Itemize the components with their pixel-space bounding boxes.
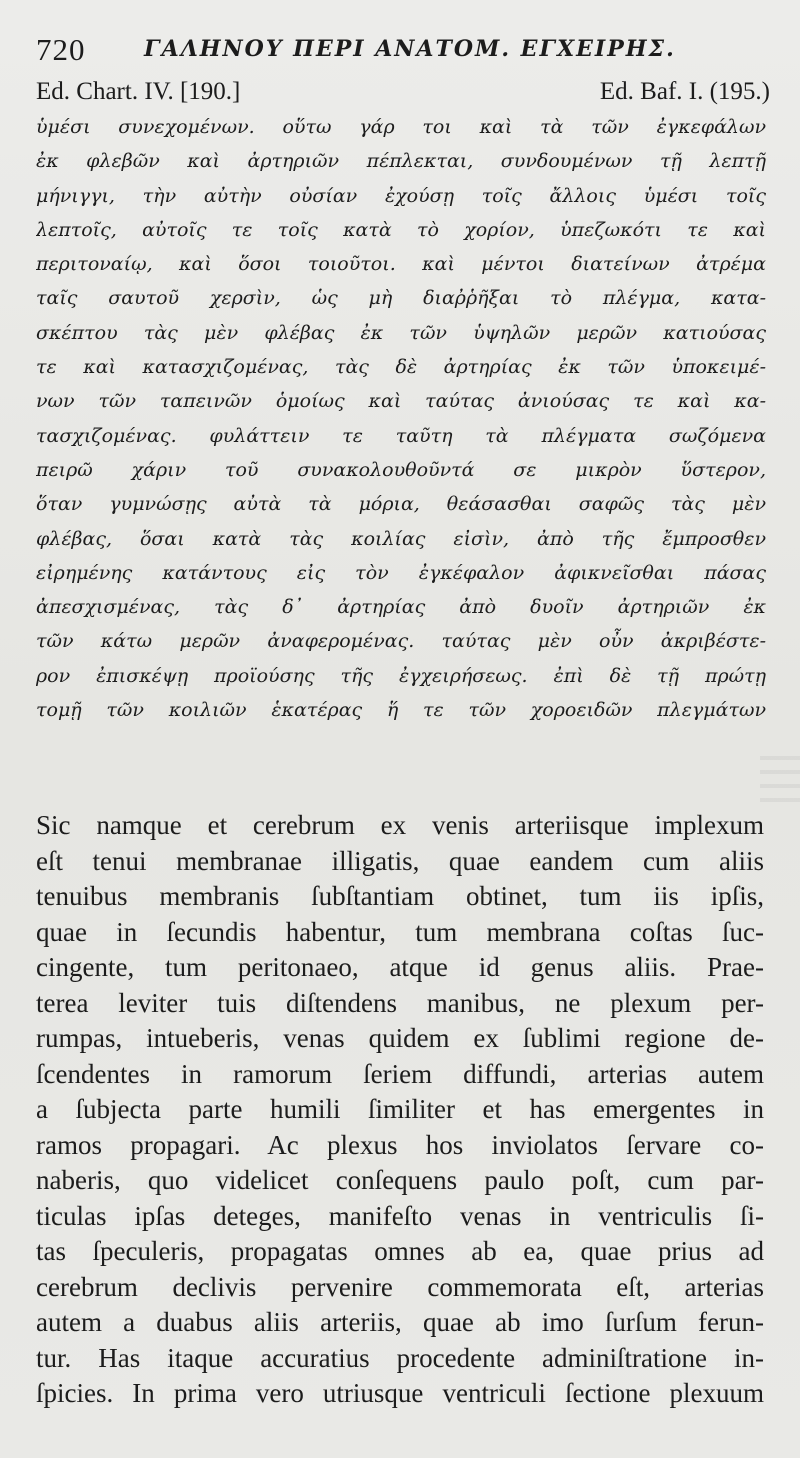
running-head <box>36 28 770 68</box>
latin-line: a ſubjecta parte humili ſimiliter et has emergentes in <box>36 1094 764 1124</box>
latin-line: cingente, tum peritonaeo, atque id genus aliis. Prae- <box>36 952 764 982</box>
greek-line: ὅταν γυμνώσῃς αὐτὰ τὰ μόρια, θεάσασθαι σαφῶς τὰς μὲν <box>36 493 766 516</box>
latin-line: ramos propagari. Ac plexus hos inviolatos ſervare co- <box>36 1129 764 1160</box>
latin-line: Sic namque et cerebrum ex venis arteriisque implexum <box>36 810 764 840</box>
latin-line: quae in ſecundis habentur, tum membrana coſtas ſuc- <box>36 916 764 947</box>
greek-line: ὑμέσι συνεχομένων. οὕτω γάρ τοι καὶ τὰ τῶν ἐγκεφάλων <box>36 116 766 138</box>
latin-line: tenuibus membranis ſubſtantiam obtinet, tum iis ipſis, <box>36 881 764 911</box>
latin-line: cerebrum declivis pervenire commemorata eſt, arterias <box>36 1271 764 1302</box>
latin-line: autem a duabus aliis arteriis, quae ab imo ſurſum ferun- <box>36 1307 764 1337</box>
latin-line: ſcendentes in ramorum ſeriem diffundi, arterias autem <box>36 1058 764 1089</box>
latin-line: ticulas ipſas deteges, manifeſto venas in ventriculis ſi- <box>36 1200 764 1231</box>
latin-line: tur. Has itaque accuratius procedente adminiſtratione in- <box>36 1342 764 1373</box>
greek-line: εἰρημένης κατάντους εἰς τὸν ἐγκέφαλον ἀφικνεῖσθαι πάσας <box>36 561 766 584</box>
greek-line: νων τῶν ταπεινῶν ὁμοίως καὶ ταύτας ἀνιούσας τε καὶ κα- <box>36 390 766 413</box>
latin-line: naberis, quo videlicet conſequens paulo poſt, cum par- <box>36 1165 764 1195</box>
latin-line: ſpicies. In prima vero utriusque ventriculi ſectione plexuum <box>36 1378 764 1408</box>
greek-line: μήνιγγι, τὴν αὐτὴν οὐσίαν ἐχούσῃ τοῖς ἄλλοις ὑμέσι τοῖς <box>36 184 766 207</box>
greek-line: ρον ἐπισκέψῃ προϊούσης τῆς ἐγχειρήσεως. ἐπὶ δὲ τῇ πρώτῃ <box>36 664 766 687</box>
greek-line: ἀπεσχισμένας, τὰς δ᾽ ἀρτηρίας ἀπὸ δυοῖν ἀρτηριῶν ἐκ <box>36 596 766 619</box>
greek-line: τομῇ τῶν κοιλιῶν ἑκατέρας ἥ τε τῶν χοροειδῶν πλεγμάτων <box>36 699 766 722</box>
bleed-through-shadow <box>760 746 800 806</box>
latin-line: tas ſpeculeris, propagatas omnes ab ea, quae prius ad <box>36 1236 764 1266</box>
latin-text-block <box>36 808 764 1412</box>
greek-line: τασχιζομένας. φυλάττειν τε ταῦτη τὰ πλέγματα σωζόμενα <box>36 424 766 447</box>
greek-line: περιτοναίῳ, καὶ ὅσοι τοιοῦτοι. καὶ μέντοι διατείνων ἀτρέμα <box>36 253 766 276</box>
page-number: 720 <box>36 32 86 67</box>
edition-reference-line <box>36 78 770 108</box>
latin-line: eſt tenui membranae illigatis, quae eandem cum aliis <box>36 845 764 876</box>
running-title: ΓΑΛΗΝΟΥ ΠΕΡΙ ΑΝΑΤΟΜ. ΕΓΧΕΙΡΗΣ. <box>144 36 676 62</box>
greek-line: λεπτοῖς, αὐτοῖς τε τοῖς κατὰ τὸ χορίον, ὑπεζωκότι τε καὶ <box>36 218 766 241</box>
greek-line: σκέπτου τὰς μὲν φλέβας ἐκ τῶν ὑψηλῶν μερῶν κατιούσας <box>36 321 766 344</box>
latin-line: rumpas, intueberis, venas quidem ex ſublimi regione de- <box>36 1023 764 1053</box>
greek-line: τε καὶ κατασχιζομένας, τὰς δὲ ἀρτηρίας ἐκ τῶν ὑποκειμέ- <box>36 356 766 379</box>
greek-text-block <box>36 110 766 727</box>
greek-line: ταῖς σαυτοῦ χερσὶν, ὡς μὴ διαῤῥῆξαι τὸ πλέγμα, κατα- <box>36 287 766 310</box>
greek-line: τῶν κάτω μερῶν ἀναφερομένας. ταύτας μὲν οὖν ἀκριβέστε- <box>36 630 766 653</box>
latin-line: terea leviter tuis diſtendens manibus, ne plexum per- <box>36 987 764 1018</box>
edition-chartier: Ed. Chart. IV. [190.] <box>36 78 241 105</box>
edition-basel: Ed. Baf. I. (195.) <box>599 78 770 105</box>
greek-line: πειρῶ χάριν τοῦ συνακολουθοῦντά σε μικρὸν ὕστερον, <box>36 458 766 481</box>
greek-line: ἐκ φλεβῶν καὶ ἀρτηριῶν πέπλεκται, συνδουμένων τῇ λεπτῇ <box>36 150 766 173</box>
greek-line: φλέβας, ὅσαι κατὰ τὰς κοιλίας εἰσὶν, ἀπὸ τῆς ἔμπροσθεν <box>36 527 766 550</box>
